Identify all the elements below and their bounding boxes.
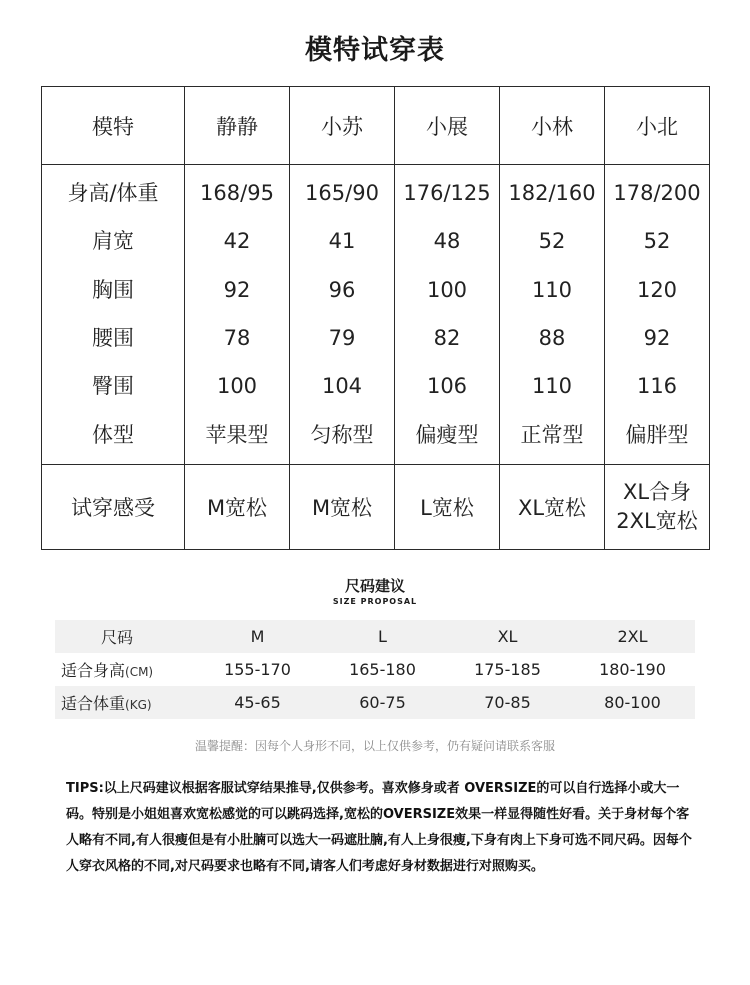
cell-value: 苹果型 bbox=[205, 422, 269, 447]
model-name: 小展 bbox=[395, 87, 500, 165]
model-column bbox=[500, 165, 605, 465]
model-column bbox=[395, 165, 500, 465]
cell-value: 178/200 bbox=[613, 181, 701, 206]
model-measurements-row bbox=[42, 165, 710, 465]
page-title: 模特试穿表 bbox=[305, 35, 445, 66]
fit-text: XL宽松 bbox=[517, 496, 587, 520]
cell-value: 偏瘦型 bbox=[415, 422, 479, 447]
cell-value: 106 bbox=[426, 374, 468, 399]
fit-text: L宽松 bbox=[420, 496, 474, 520]
size-value: M bbox=[195, 620, 320, 653]
weight-label-cell bbox=[55, 686, 195, 719]
cell-value: 92 bbox=[223, 277, 251, 302]
weight-row bbox=[55, 686, 695, 719]
model-column bbox=[185, 165, 290, 465]
fit-text: M宽松 bbox=[206, 496, 268, 520]
cell-value: 100 bbox=[426, 277, 468, 302]
cell-value: 110 bbox=[531, 277, 573, 302]
size-value: L bbox=[320, 620, 445, 653]
model-name: 小苏 bbox=[290, 87, 395, 165]
size-row bbox=[55, 620, 695, 653]
model-column bbox=[605, 165, 710, 465]
fit-text: 2XL宽松 bbox=[616, 509, 698, 533]
cell-value: 78 bbox=[223, 326, 251, 351]
tips-paragraph: TIPS:以上尺码建议根据客服试穿结果推导,仅供参考。喜欢修身或者 OVERSIZE的可以自行选择小或大一码。特别是小姐姐喜欢宽松感觉的可以跳码选择,宽松的OVERSIZE效果一样显得随性好看。关于身材每个客人略有不同,有人很瘦但是有小肚腩可以选大一码遮肚腩,有人上身很瘦,下身有肉上下身可选不同尺码。因每个人穿衣风格的不同,对尺码要求也略有不同,请客人们考虑好身材数据进行对照购买。 bbox=[66, 781, 692, 874]
weight-label: 适合体重 bbox=[61, 694, 126, 713]
model-fitting-table bbox=[41, 86, 710, 550]
cell-value: 41 bbox=[328, 229, 356, 254]
fit-value bbox=[605, 465, 710, 550]
size-value: XL bbox=[445, 620, 570, 653]
model-name: 小北 bbox=[605, 87, 710, 165]
height-value: 175-185 bbox=[474, 660, 541, 679]
model-header-row bbox=[42, 87, 710, 165]
weight-value: 60-75 bbox=[320, 686, 445, 719]
fit-feeling-row bbox=[42, 465, 710, 550]
cell-value: 100 bbox=[216, 374, 258, 399]
fit-value bbox=[395, 465, 500, 550]
cell-value: 165/90 bbox=[305, 181, 379, 206]
height-label-cell bbox=[55, 653, 195, 686]
cell-value: 96 bbox=[328, 277, 356, 302]
fit-value bbox=[185, 465, 290, 550]
row-label: 胸围 bbox=[92, 277, 134, 302]
height-label: 适合身高 bbox=[61, 661, 126, 680]
cell-value: 52 bbox=[538, 229, 566, 254]
cell-value: 52 bbox=[643, 229, 671, 254]
cell-value: 176/125 bbox=[403, 181, 491, 206]
reminder-note: 温馨提醒：因每个人身形不同，以上仅供参考，仍有疑问请联系客服 bbox=[194, 739, 555, 753]
model-column bbox=[290, 165, 395, 465]
cell-value: 82 bbox=[433, 326, 461, 351]
height-value: 155-170 bbox=[224, 660, 291, 679]
cell-value: 偏胖型 bbox=[625, 422, 689, 447]
cell-value: 92 bbox=[643, 326, 671, 351]
size-label: 尺码 bbox=[55, 620, 195, 653]
height-unit: (CM) bbox=[125, 665, 154, 679]
cell-value: 110 bbox=[531, 374, 573, 399]
size-proposal-title: 尺码建议 bbox=[344, 577, 405, 595]
size-proposal-table bbox=[55, 620, 695, 719]
cell-value: 79 bbox=[328, 326, 356, 351]
row-label: 体型 bbox=[92, 422, 134, 447]
weight-unit: (KG) bbox=[125, 698, 152, 712]
model-header-label: 模特 bbox=[42, 87, 185, 165]
weight-value: 70-85 bbox=[445, 686, 570, 719]
cell-value: 104 bbox=[321, 374, 363, 399]
size-value: 2XL bbox=[570, 620, 695, 653]
fit-text: XL合身 bbox=[622, 480, 692, 504]
fit-value bbox=[500, 465, 605, 550]
cell-value: 182/160 bbox=[508, 181, 596, 206]
row-label: 腰围 bbox=[92, 326, 134, 351]
cell-value: 88 bbox=[538, 326, 566, 351]
cell-value: 匀称型 bbox=[310, 422, 374, 447]
fit-text: M宽松 bbox=[311, 496, 373, 520]
cell-value: 120 bbox=[636, 277, 678, 302]
cell-value: 正常型 bbox=[520, 422, 584, 447]
weight-value: 80-100 bbox=[570, 686, 695, 719]
height-row bbox=[55, 653, 695, 686]
cell-value: 116 bbox=[636, 374, 678, 399]
model-name: 静静 bbox=[185, 87, 290, 165]
row-label: 身高/体重 bbox=[67, 181, 159, 206]
model-name: 小林 bbox=[500, 87, 605, 165]
fit-value bbox=[290, 465, 395, 550]
fit-label: 试穿感受 bbox=[42, 465, 185, 550]
cell-value: 48 bbox=[433, 229, 461, 254]
row-label: 臀围 bbox=[92, 374, 134, 399]
size-proposal-subtitle: SIZE PROPOSAL bbox=[332, 597, 418, 606]
weight-value: 45-65 bbox=[195, 686, 320, 719]
cell-value: 42 bbox=[223, 229, 251, 254]
height-value: 180-190 bbox=[599, 660, 666, 679]
cell-value: 168/95 bbox=[200, 181, 274, 206]
height-value: 165-180 bbox=[349, 660, 416, 679]
measurement-labels-cell bbox=[42, 165, 185, 465]
row-label: 肩宽 bbox=[92, 229, 134, 254]
